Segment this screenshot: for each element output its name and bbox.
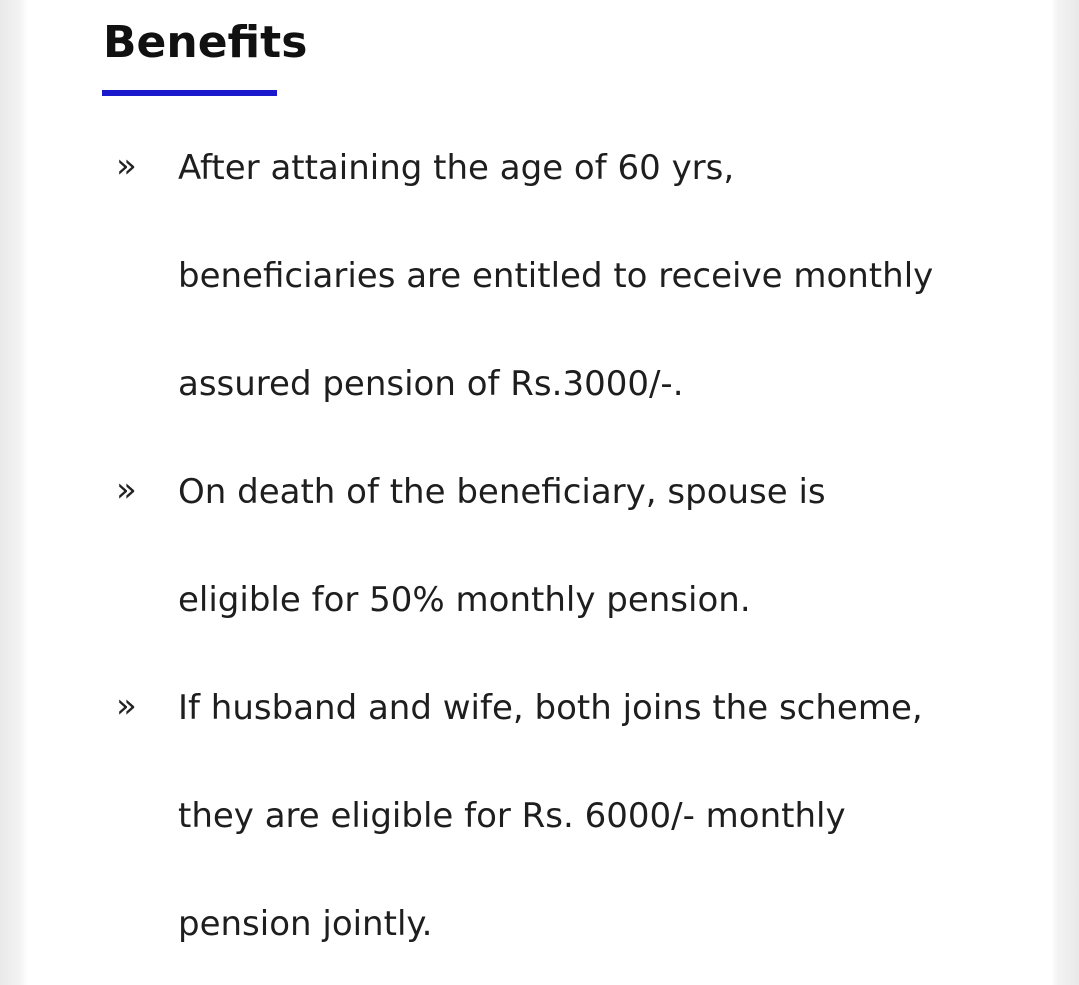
content-card — [28, 0, 1052, 985]
double-chevron-right-icon: » — [116, 146, 137, 186]
list-item-text: If husband and wife, both joins the scheme, they are eligible for Rs. 6000/- monthly pension jointly. — [178, 688, 923, 944]
list-item-text: On death of the beneficiary, spouse is eligible for 50% monthly pension. — [178, 472, 826, 620]
double-chevron-right-icon: » — [116, 470, 137, 510]
double-chevron-right-icon: » — [116, 686, 137, 726]
title-underline — [102, 90, 277, 96]
list-item-text: After attaining the age of 60 yrs, beneficiaries are entitled to receive monthly assured pension of Rs.3000/-. — [178, 148, 934, 404]
section-title: Benefits — [103, 17, 308, 68]
